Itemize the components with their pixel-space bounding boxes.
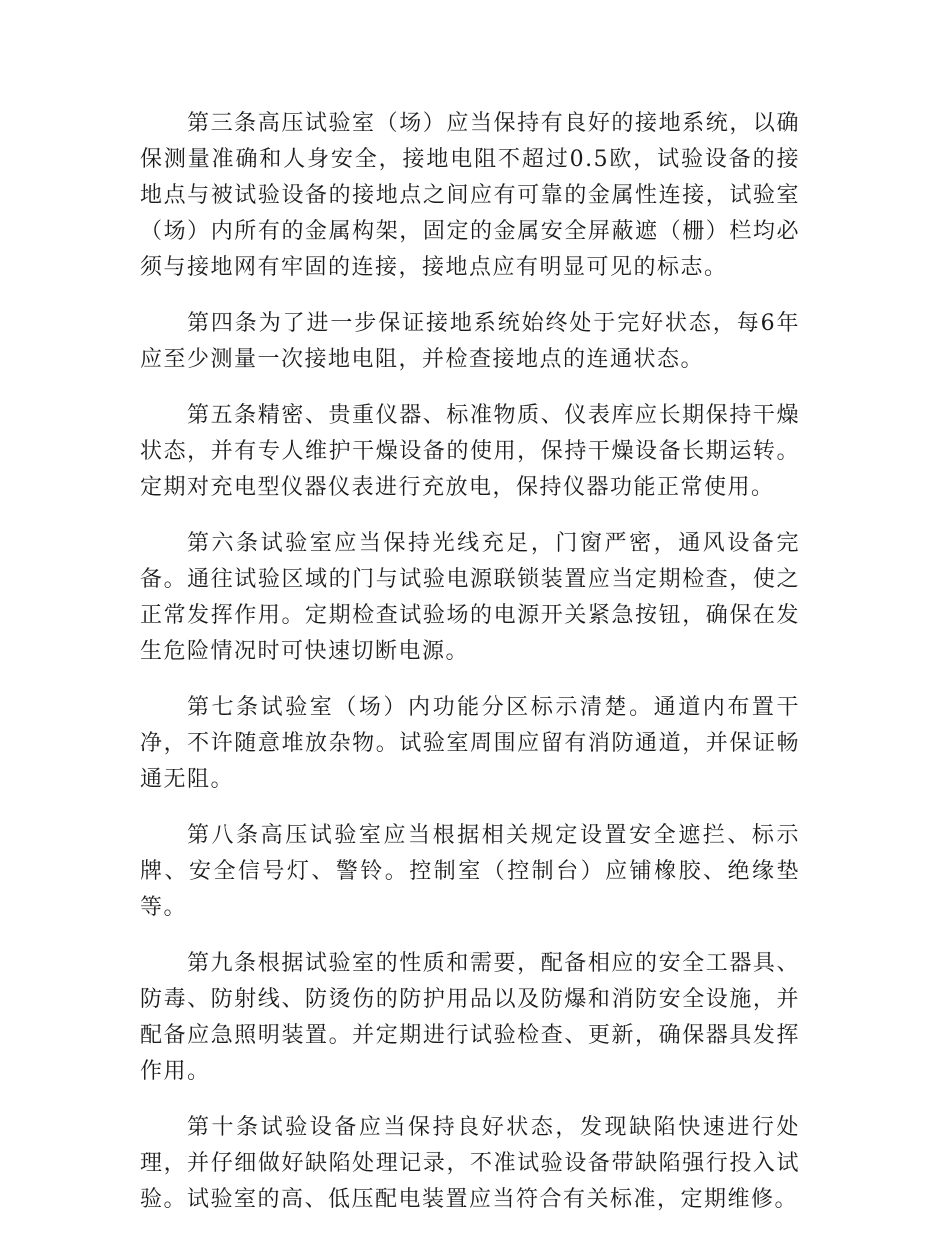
article-9-paragraph: 第九条根据试验室的性质和需要，配备相应的安全工器具、防毒、防射线、防烫伤的防护用品以及防爆和消防安全设施，并配备应急照明装置。并定期进行试验检查、更新，确保器具发挥作用。 [140, 951, 800, 1084]
article-8-paragraph: 第八条高压试验室应当根据相关规定设置安全遮拦、标示牌、安全信号灯、警铃。控制室（控制台）应铺橡胶、绝缘垫等。 [140, 823, 800, 920]
article-5-paragraph: 第五条精密、贵重仪器、标准物质、仪表库应长期保持干燥状态，并有专人维护干燥设备的使用，保持干燥设备长期运转。定期对充电型仪器仪表进行充放电，保持仪器功能正常使用。 [140, 403, 800, 500]
article-7-paragraph: 第七条试验室（场）内功能分区标示清楚。通道内布置干净，不许随意堆放杂物。试验室周围应留有消防通道，并保证畅通无阻。 [140, 695, 800, 792]
article-10-paragraph: 第十条试验设备应当保持良好状态，发现缺陷快速进行处理，并仔细做好缺陷处理记录，不准试验设备带缺陷强行投入试验。试验室的高、低压配电装置应当符合有关标准，定期维修。 [140, 1115, 800, 1212]
document-body [140, 106, 800, 1238]
article-6-paragraph: 第六条试验室应当保持光线充足，门窗严密，通风设备完备。通往试验区域的门与试验电源联锁装置应当定期检查，使之正常发挥作用。定期检查试验场的电源开关紧急按钮，确保在发生危险情况时可快速切断电源。 [140, 531, 800, 664]
article-3-paragraph: 第三条高压试验室（场）应当保持有良好的接地系统，以确保测量准确和人身安全，接地电阻不超过0.5欧，试验设备的接地点与被试验设备的接地点之间应有可靠的金属性连接，试验室（场）内所有的金属构架，固定的金属安全屏蔽遮（栅）栏均必须与接地网有牢固的连接，接地点应有明显可见的标志。 [140, 111, 800, 280]
article-4-paragraph: 第四条为了进一步保证接地系统始终处于完好状态，每6年应至少测量一次接地电阻，并检查接地点的连通状态。 [140, 311, 800, 372]
